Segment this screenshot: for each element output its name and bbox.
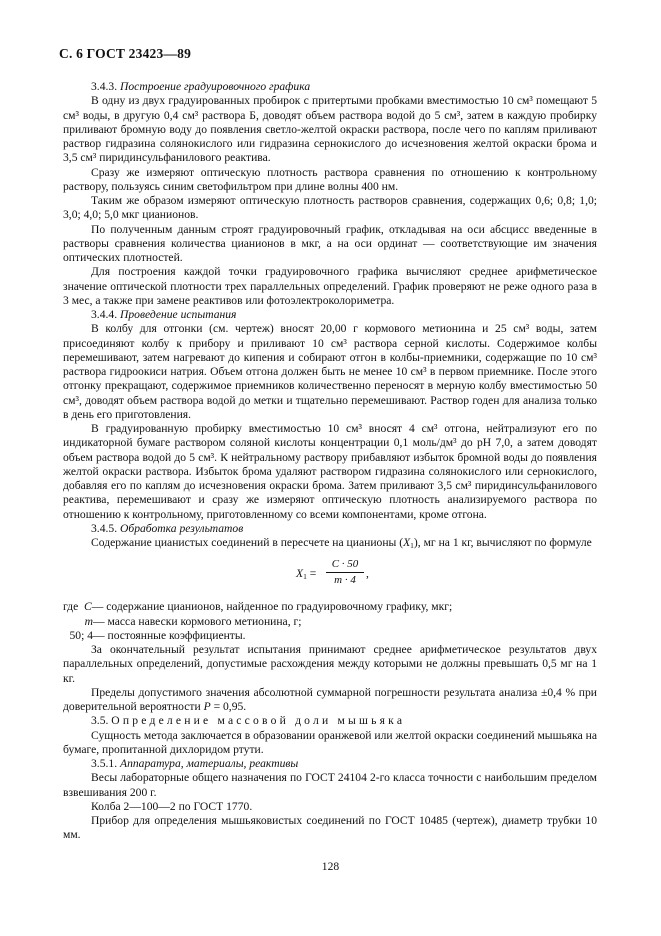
- definition-row: [63, 600, 597, 614]
- formula-lhs: $X_1$ =: [296, 567, 317, 582]
- paragraph: В градуированную пробирку вместимостью 10 см³ вносят 4 см³ отгона, нейтрализуют его по индикаторной бумаге раствором соляной кислоты концентрации 0,1 моль/дм³ до рН 7,0, а затем доводят объем раствора водой до 5 см³. К нейтральному раствору прибавляют избыток бромной воды до появления желтой окраски раствора. Избыток брома удаляют раствором гидразина солянокислого или сернокислого, добавляя его по каплям до исчезновения окраски брома. Затем приливают 3,5 см³ пиридинсульфанилового реактива, перемешивают и сразу же измеряют оптическую плотность анализируемого раствора по отношению к контрольному, приготовленному со всеми компонентами, кроме отгона.: [63, 422, 597, 521]
- definition-text: — масса навески кормового метионина, г;: [93, 614, 302, 628]
- formula-tail: ,: [366, 567, 369, 581]
- section-3-5-heading: [63, 714, 597, 728]
- section-title: Определение массовой доли мышьяка: [111, 714, 406, 728]
- definition-key: 50; 4: [69, 628, 93, 642]
- page-number: 128: [321, 860, 340, 873]
- formula-numerator: C · 50: [326, 558, 364, 573]
- section-3-5-1-heading: [63, 757, 597, 771]
- paragraph: За окончательный результат испытания принимают среднее арифметическое результатов двух параллельных определений, допустимые расхождения между которыми не должны превышать 0,5 мг на 1 кг.: [63, 643, 597, 685]
- section-title: Обработка результатов: [120, 521, 244, 535]
- section-number: 3.5.: [91, 714, 109, 728]
- paragraph: Сразу же измеряют оптическую плотность раствора сравнения по отношению к контрольному раствору, пользуясь синим светофильтром при длине волны 400 нм.: [63, 165, 597, 193]
- paragraph: Содержание цианистых соединений в пересчете на цианионы $(X_1)$, мг на 1 кг, вычисляют по формуле: [91, 536, 592, 550]
- definition-row: [63, 629, 597, 643]
- section-number: 3.4.3.: [91, 80, 118, 93]
- paragraph: Колба 2—100—2 по ГОСТ 1770.: [91, 799, 253, 813]
- definition-text: — содержание цианионов, найденное по градуировочному графику, мкг;: [91, 600, 453, 614]
- formula-x1: [63, 556, 597, 594]
- definition-key: m: [84, 614, 93, 628]
- paragraph: По полученным данным строят градуировочный график, откладывая на оси абсцисс введенные в растворы сравнения количества цианионов в мкг, а на оси ординат — соответствующие им значения оптических плотностей.: [63, 222, 597, 264]
- definition-key: где C: [63, 600, 92, 614]
- paragraph: В одну из двух градуированных пробирок с притертыми пробками вместимостью 10 см³ помещают 5 см³ воды, в другую 0,4 см³ раствора Б, доводят объем раствора водой до 5 см³, затем в каждую пробирку приливают бромную воду до появления светло-желтой окраски раствора, после чего по каплям приливают раствор гидразина солянокислого или гидразина сернокислого до исчезновения желтой окраски брома и 3,5 см³ пиридинсульфанилового реактива.: [63, 94, 597, 165]
- paragraph: В колбу для отгонки (см. чертеж) вносят 20,00 г кормового метионина и 25 см³ воды, затем присоединяют колбу к прибору и приливают 10 см³ раствора серной кислоты. Содержимое колбы перемешивают, затем нагревают до кипения и собирают отгон в колбы-приемники, содержащие по 10 см³ раствора гидроокиси натрия. Объем отгона должен быть не менее 10 см³ в первом приемнике. После этого отгонку прекращают, содержимое приемников количественно переносят в мерную колбу вместимостью 50 см³, доводят объем раствора водой до метки и тщательно перемешивают. Раствор годен для анализа только в день его приготовления.: [63, 322, 597, 421]
- paragraph: Сущность метода заключается в образовании оранжевой или желтой окраски соединений мышьяка на бумаге, пропитанной дихлоридом ртути.: [63, 728, 597, 756]
- definition-text: — постоянные коэффициенты.: [93, 628, 246, 642]
- section-title: Аппаратура, материалы, реактивы: [120, 757, 299, 770]
- page-header: С. 6 ГОСТ 23423—89: [59, 46, 192, 61]
- formula-denominator: m · 4: [334, 574, 356, 587]
- section-3-4-3-heading: [63, 80, 597, 94]
- paragraph: Весы лабораторные общего назначения по ГОСТ 24104 2-го класса точности с наибольшим пределом взвешивания 200 г.: [63, 771, 597, 799]
- section-3-4-5-heading: [63, 522, 597, 536]
- section-title: Проведение испытания: [120, 308, 237, 321]
- section-3-4-4-heading: [63, 308, 597, 322]
- formula-fraction: [326, 558, 364, 587]
- paragraph: Пределы допустимого значения абсолютной суммарной погрешности результата анализа ±0,4 % при доверительной вероятности Р = 0,95.: [63, 685, 597, 713]
- section-title: Построение градуировочного графика: [120, 80, 311, 93]
- section-number: 3.4.4.: [91, 308, 118, 321]
- document-body: [63, 80, 597, 843]
- formula-definitions: [63, 600, 597, 643]
- paragraph: Таким же образом измеряют оптическую плотность растворов сравнения, содержащих 0,6; 0,8; 1,0; 3,0; 4,0; 5,0 мкг цианионов.: [63, 194, 597, 222]
- paragraph: Для построения каждой точки градуировочного графика вычисляют среднее арифметическое значение оптической плотности трех параллельных определений. График проверяют не реже одного раза в 3 мес, а также при замене реактивов или фотоэлектроколориметра.: [63, 265, 597, 307]
- section-number: 3.5.1.: [91, 757, 118, 770]
- paragraph: Прибор для определения мышьяковистых соединений по ГОСТ 10485 (чертеж), диаметр трубки 10 мм.: [63, 814, 597, 842]
- section-number: 3.4.5.: [91, 521, 118, 535]
- definition-row: [63, 615, 597, 629]
